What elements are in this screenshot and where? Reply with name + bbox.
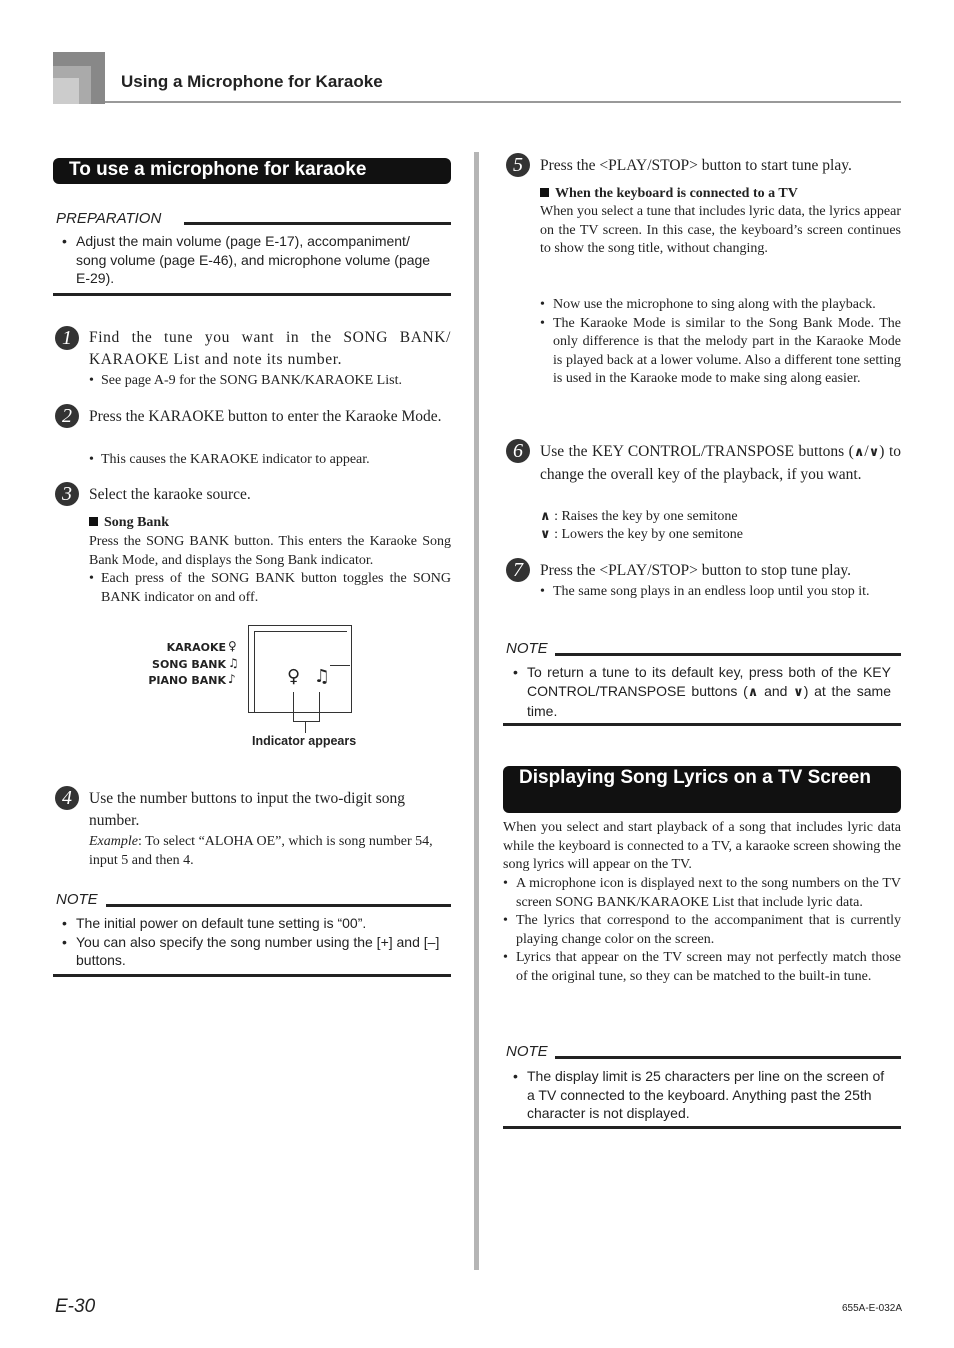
- step-5-bullet: • Now use the microphone to sing along with the playback.: [540, 296, 901, 315]
- indicator-label-song-bank: SONG BANK: [152, 657, 226, 671]
- step-3-subhead: [89, 515, 169, 531]
- step-2-text: Press the KARAOKE button to enter the Karaoke Mode.: [89, 408, 442, 425]
- note-label: NOTE: [506, 640, 548, 657]
- preparation-label: PREPARATION: [56, 210, 162, 227]
- preparation-list: [62, 232, 444, 288]
- note-item: • The initial power on default tune setting is “00”.: [62, 914, 444, 933]
- lyrics-bullet: • A microphone icon is displayed next to the song numbers on the TV screen SONG BANK/KARAOKE List that include lyric data.: [503, 875, 901, 912]
- microphone-icon: ♀: [287, 666, 301, 687]
- step-4-marker: 4: [55, 786, 79, 810]
- header-rule: [105, 101, 901, 103]
- note-item: • You can also specify the song number using the [+] and [–] buttons.: [62, 933, 444, 970]
- callout-line-right: [319, 692, 320, 722]
- step-6-text-a: Use the KEY CONTROL/TRANSPOSE buttons (: [540, 443, 854, 460]
- step-3-body: Press the SONG BANK button. This enters the Karaoke Song Bank Mode, and displays the Song Bank indicator.: [89, 534, 451, 568]
- note-text-and: and: [758, 682, 794, 699]
- step-5-text: Press the <PLAY/STOP> button to start tune play.: [540, 157, 852, 174]
- step-1-notes: [89, 372, 451, 391]
- lyrics-bullet: • The lyrics that correspond to the accompaniment that is currently playing change color on the screen.: [503, 912, 901, 949]
- lyrics-bullet: • Lyrics that appear on the TV screen may not perfectly match those of the original tune, so they can be matched to the built-in tune.: [503, 949, 901, 986]
- step-4-text: Use the number buttons to input the two-digit song number.: [89, 790, 406, 829]
- step-5-subhead-text: When the keyboard is connected to a TV: [555, 186, 798, 201]
- step-3-text: Select the karaoke source.: [89, 486, 251, 503]
- preparation-rule: [184, 222, 451, 225]
- display-leader-line: [330, 665, 350, 666]
- chevron-down-icon: ∨: [868, 445, 880, 460]
- callout-line-join: [293, 721, 320, 722]
- step-5-bullet: • The Karaoke Mode is similar to the Song Bank Mode. The only difference is that the melody part in the Karaoke Mode is played back at a lower volume. Also a different tone setting is used in the Karaoke mode to make sing along easier.: [540, 315, 901, 389]
- step-1-note: • See page A-9 for the SONG BANK/KARAOKE List.: [89, 372, 451, 391]
- chevron-up-icon: ∧: [540, 509, 551, 524]
- square-bullet-icon: [89, 517, 98, 526]
- step-2-marker: 2: [55, 404, 79, 428]
- chevron-up-icon: ∧: [853, 445, 865, 460]
- header-graphic-core: [53, 78, 79, 104]
- note-label: NOTE: [506, 1043, 548, 1060]
- indicator-label-piano-bank: PIANO BANK: [148, 674, 226, 687]
- square-bullet-icon: [540, 188, 549, 197]
- display-indicators: [287, 666, 330, 687]
- step-5-subhead: [540, 186, 798, 202]
- step-5-bullets: [540, 296, 901, 389]
- song-bank-icon: ♫: [228, 655, 239, 670]
- indicator-label-karaoke: KARAOKE: [166, 641, 226, 654]
- column-divider: [474, 152, 479, 1270]
- lyrics-intro: When you select and start playback of a song that includes lyric data while the keyboard is connected to a TV, a karaoke screen showing the song lyrics will appear on the TV.: [503, 820, 901, 872]
- note-item: • The display limit is 25 characters per line on the screen of a TV connected to the keyboard. Anything past the 25th character is not displayed.: [513, 1067, 893, 1123]
- section-title-lyrics: Displaying Song Lyrics on a TV Screen: [503, 766, 901, 813]
- section-title-microphone: To use a microphone for karaoke: [53, 158, 451, 184]
- step-5-marker: 5: [506, 153, 530, 177]
- chevron-up-icon: ∧: [747, 684, 759, 700]
- step-3-subhead-text: Song Bank: [104, 515, 169, 530]
- step-2-note: • This causes the KARAOKE indicator to appear.: [89, 451, 451, 470]
- note-item: [513, 663, 891, 721]
- note-bottom-rule: [503, 723, 901, 726]
- step-7-notes: [540, 583, 901, 602]
- figure-caption: Indicator appears: [252, 734, 357, 748]
- indicator-labels: [148, 640, 226, 690]
- step-6-down-text: : Lowers the key by one semitone: [554, 527, 744, 542]
- page-header-title: Using a Microphone for Karaoke: [121, 72, 383, 91]
- preparation-item: • Adjust the main volume (page E-17), accompaniment/ song volume (page E-46), and microphone volume (page E-29).: [62, 232, 444, 288]
- step-1-marker: 1: [55, 326, 79, 350]
- step-6-up: [540, 508, 901, 527]
- note-rule: [106, 904, 451, 907]
- preparation-bottom-rule: [53, 293, 451, 296]
- note-text-a: To return a tune to its default key, press both of the KEY CONTROL/TRANSPOSE buttons (: [527, 664, 891, 699]
- step-1-text: Find the tune you want in the SONG BANK/ KARAOKE List and note its number.: [89, 329, 451, 368]
- callout-line-stem: [305, 721, 306, 733]
- step-2-notes: [89, 451, 451, 470]
- step-7-marker: 7: [506, 558, 530, 582]
- step-4-example: [89, 833, 451, 870]
- page-number: E-30: [55, 1296, 96, 1317]
- step-7-note: • The same song plays in an endless loop until you stop it.: [540, 583, 901, 602]
- lyrics-bullets: [503, 875, 901, 986]
- step-6-text: Use the KEY CONTROL/TRANSPOSE buttons (∧/∨) to change the overall key of the playback, if you want.: [540, 443, 901, 483]
- step-3-note: • Each press of the SONG BANK button toggles the SONG BANK indicator on and off.: [89, 570, 451, 607]
- note-list: [62, 914, 444, 970]
- step-5-body: When you select a tune that includes lyric data, the lyrics appear on the TV screen. In this case, the keyboard’s screen continues to show the song title, without changing.: [540, 204, 901, 256]
- step-6-marker: 6: [506, 439, 530, 463]
- step-6-text-b: ) to change the overall key of the playback, if you want.: [540, 443, 901, 483]
- note-list: [513, 663, 891, 721]
- chevron-down-icon: ∨: [540, 527, 551, 542]
- note-bottom-rule: [53, 974, 451, 977]
- indicator-icons: [228, 638, 239, 688]
- song-bank-icon: ♫: [313, 666, 331, 687]
- note-bottom-rule: [503, 1126, 901, 1129]
- piano-bank-icon: ♪: [228, 672, 236, 686]
- example-label: Example: [89, 834, 138, 849]
- chevron-down-icon: ∨: [793, 684, 804, 700]
- microphone-icon: ♀: [228, 639, 237, 653]
- step-6-down: [540, 526, 901, 545]
- example-text: : To select “ALOHA OE”, which is song number 54, input 5 and then 4.: [89, 834, 433, 868]
- callout-line-left: [293, 692, 294, 722]
- step-3-notes: [89, 570, 451, 607]
- step-6-up-text: : Raises the key by one semitone: [554, 509, 738, 524]
- step-7-text: Press the <PLAY/STOP> button to stop tune play.: [540, 562, 851, 579]
- step-3-marker: 3: [55, 482, 79, 506]
- note-rule: [555, 653, 901, 656]
- note-list: [513, 1067, 893, 1123]
- note-rule: [555, 1056, 901, 1059]
- note-text-b: ) at the same time.: [527, 682, 891, 719]
- note-label: NOTE: [56, 891, 98, 908]
- document-code: 655A-E-032A: [842, 1303, 903, 1314]
